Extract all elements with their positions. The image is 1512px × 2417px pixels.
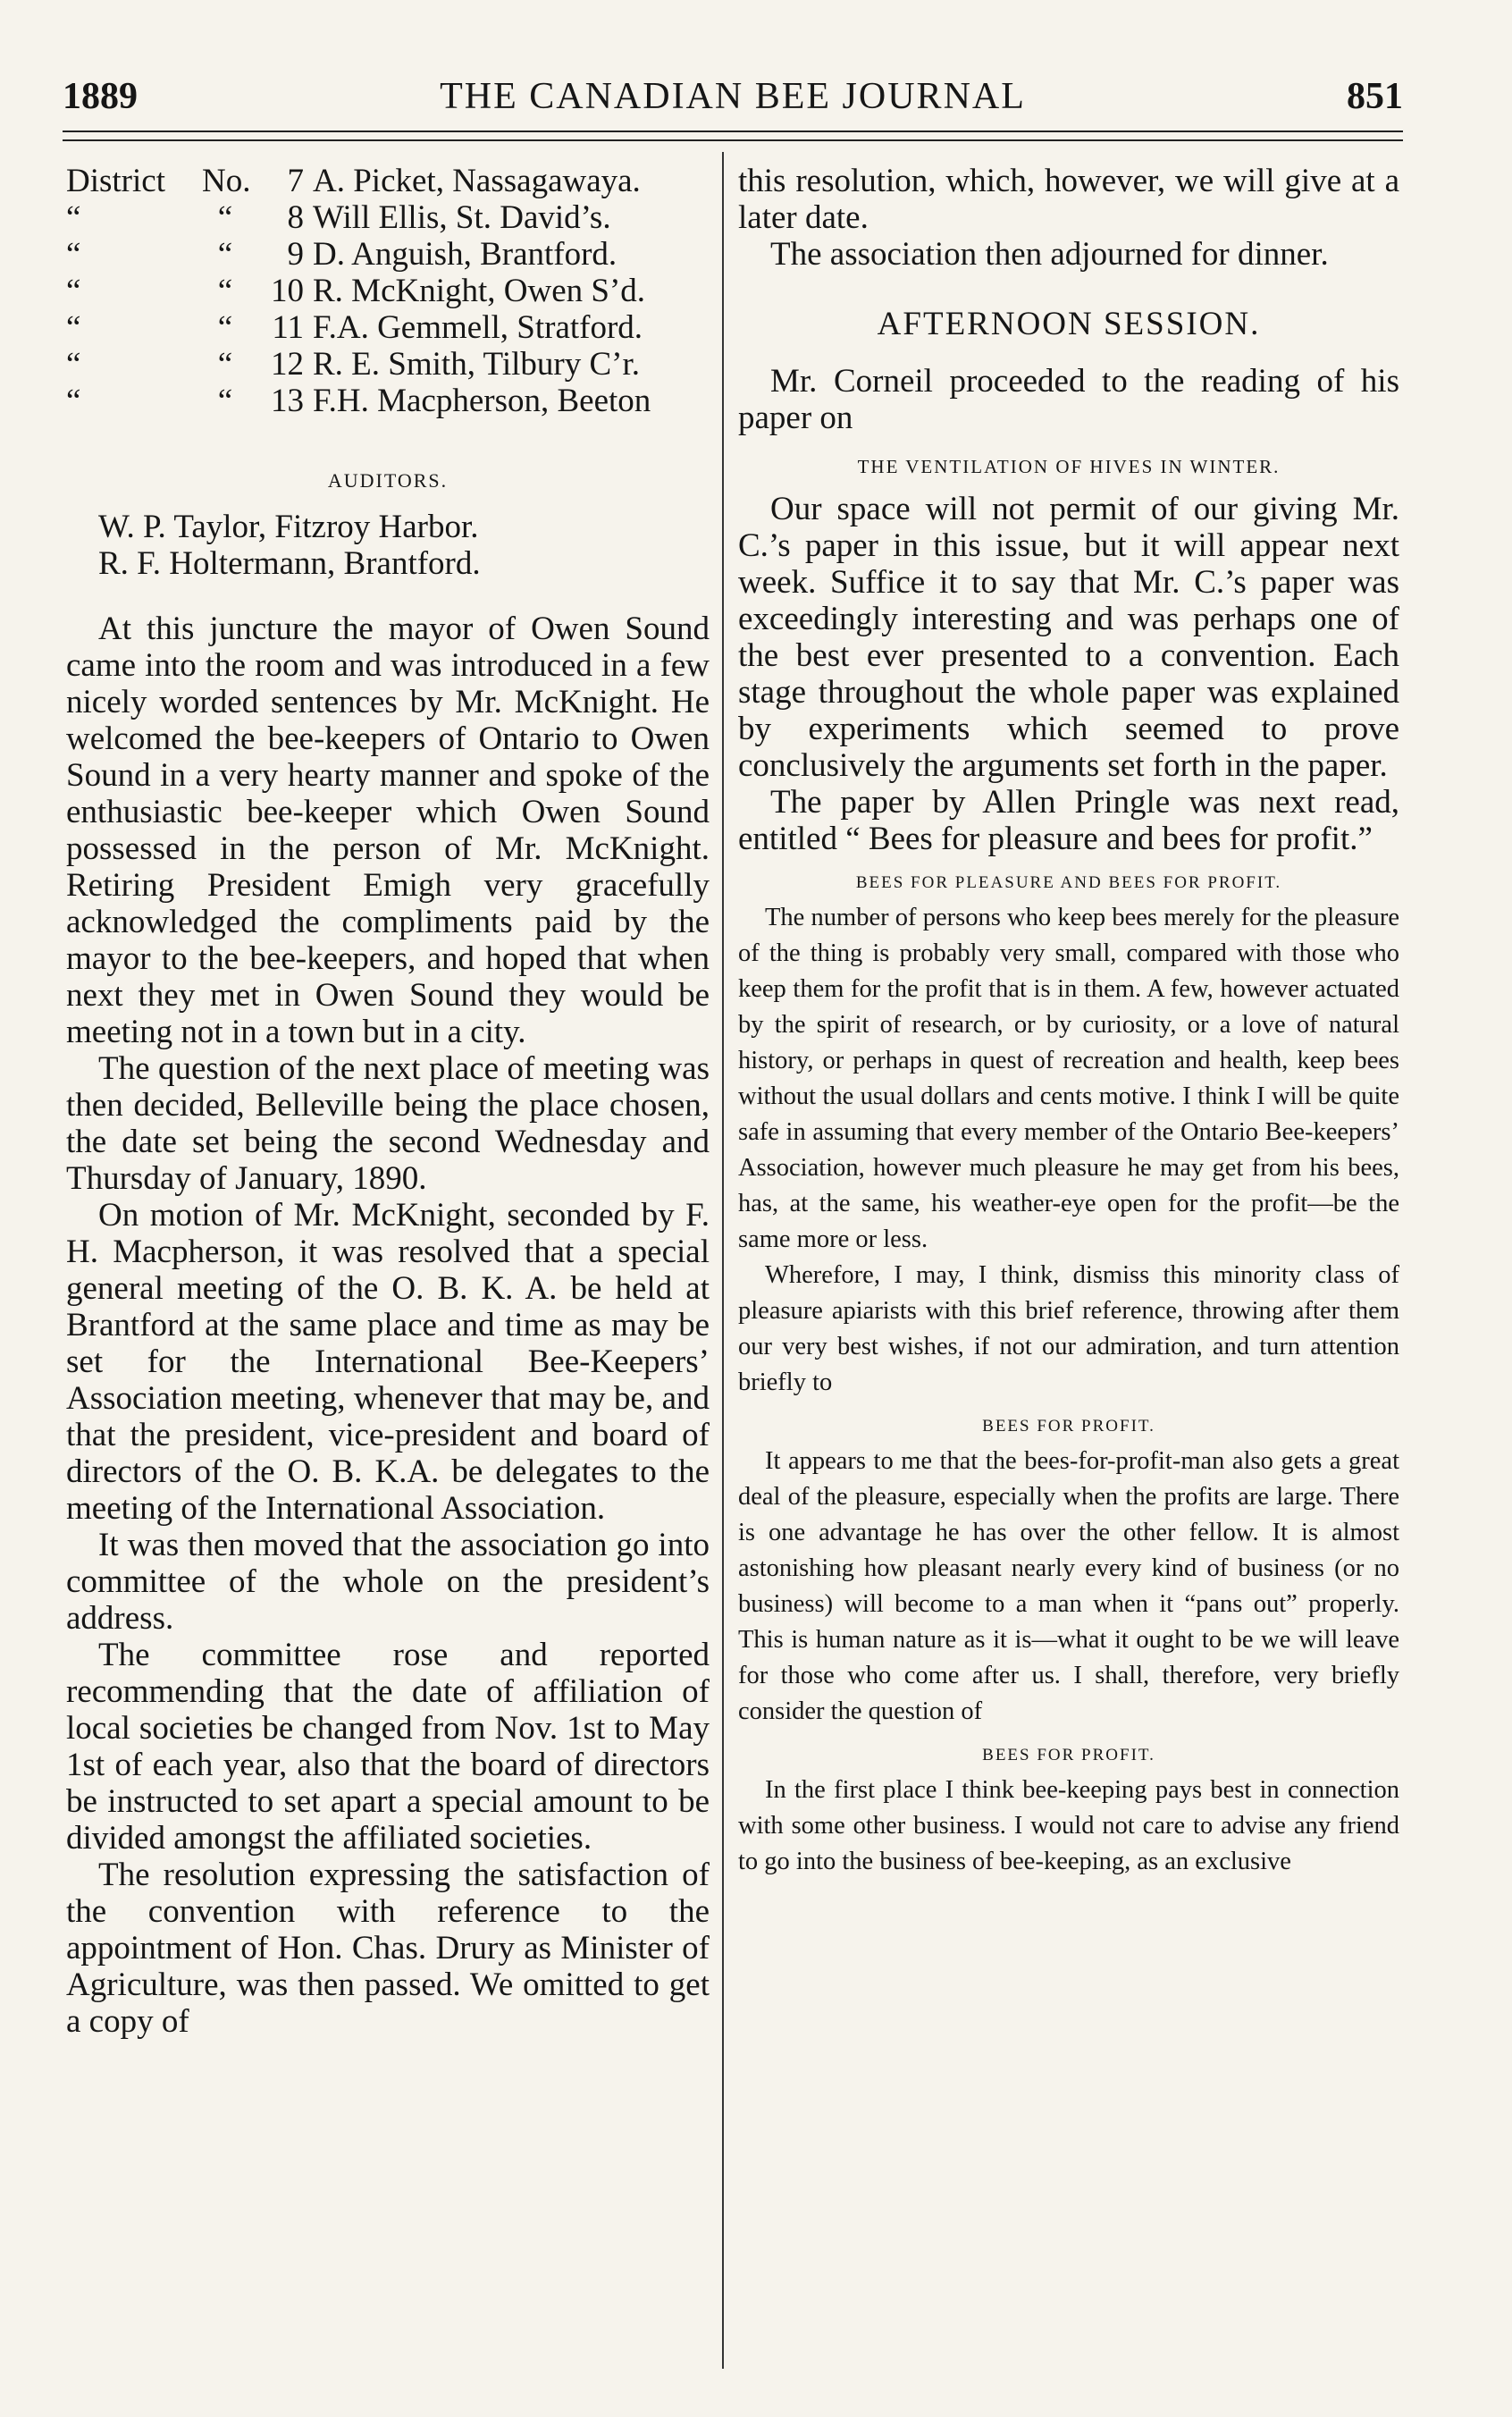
district-director: A. Picket, Nassagawaya.	[313, 163, 641, 199]
district-row	[66, 346, 710, 383]
district-number: 10	[271, 273, 304, 309]
district-label: “	[66, 236, 81, 273]
district-number: 9	[287, 236, 304, 273]
district-no: “	[217, 309, 233, 346]
district-director: R. McKnight, Owen S’d.	[313, 273, 646, 309]
district-row	[66, 236, 710, 273]
district-director: F.A. Gemmell, Stratford.	[313, 309, 643, 346]
district-label: “	[66, 309, 81, 346]
right-intro-text	[738, 163, 1399, 273]
district-label: District	[66, 163, 165, 199]
column-divider	[722, 152, 724, 2369]
left-column	[66, 163, 710, 2040]
header-rule-top	[63, 131, 1403, 132]
header-rule-bottom	[63, 139, 1403, 141]
district-list	[66, 163, 710, 419]
district-director: D. Anguish, Brantford.	[313, 236, 617, 273]
paragraph: On motion of Mr. McKnight, seconded by F. H. Macpherson, it was resolved that a special general meeting of the O. B. K. A. be held at Brantford at the same place and time as may be set for the International Bee-Keepers’ Association meeting, whenever that may be, and that the president, vice-president and board of directors of the O. B. K.A. be delegates to the meeting of the International Association.	[66, 1197, 710, 1527]
profit-heading: BEES FOR PROFIT.	[982, 1417, 1155, 1436]
ventilation-heading: THE VENTILATION OF HIVES IN WINTER.	[857, 456, 1281, 477]
paragraph: The question of the next place of meeting was then decided, Belleville being the place chosen, the date set being the second Wednesday and Thursday of January, 1890.	[66, 1050, 710, 1197]
district-no: “	[217, 346, 233, 383]
auditor-entry: W. P. Taylor, Fitzroy Harbor.	[98, 509, 479, 545]
district-row	[66, 273, 710, 309]
district-number: 13	[271, 383, 304, 419]
district-no: No.	[202, 163, 251, 199]
afternoon-session-heading: AFTERNOON SESSION.	[877, 306, 1261, 342]
paragraph: The number of persons who keep bees merely for the pleasure of the thing is probably very small, compared with those who keep them for the profit that is in them. A few, however actuated by the spirit of research, or by curiosity, or a love of natural history, or perhaps in quest of recreation and health, keep bees without the usual dollars and cents motive. I think I will be quite safe in assuming that every member of the Ontario Bee-keepers’ Association, however much pleasure he may get from his bees, has, at the same, his weather-eye open for the profit—be the same more or less.	[738, 904, 1399, 1253]
district-director: F.H. Macpherson, Beeton	[313, 383, 651, 419]
paragraph: The association then adjourned for dinner.	[770, 236, 1329, 273]
district-director: Will Ellis, St. David’s.	[313, 199, 611, 236]
district-director: R. E. Smith, Tilbury C’r.	[313, 346, 640, 383]
paragraph: The committee rose and reported recommending that the date of affiliation of local societies be changed from Nov. 1st to May 1st of each year, also that the board of directors be instructed to set apart a special amount to be divided amongst the affiliated societies.	[66, 1637, 710, 1857]
paragraph: Mr. Corneil proceeded to the reading of his paper on	[738, 363, 1399, 436]
paragraph: At this juncture the mayor of Owen Sound came into the room and was introduced in a few nicely worded sentences by Mr. McKnight. He welcomed the bee-keepers of Ontario to Owen Sound in a very hearty manner and spoke of the enthusiastic bee-keeper which Owen Sound possessed in the person of Mr. McKnight. Retiring President Emigh very gracefully acknowledged the compliments paid by the mayor to the bee-keepers, and hoped that when next they met in Owen Sound they would be meeting not in a town but in a city.	[66, 611, 710, 1050]
district-no: “	[217, 273, 233, 309]
page-number: 851	[1347, 76, 1403, 117]
pleasure-profit-heading: BEES FOR PLEASURE AND BEES FOR PROFIT.	[855, 873, 1282, 892]
district-no: “	[217, 199, 233, 236]
district-number: 8	[287, 199, 304, 236]
left-body-text	[66, 611, 710, 2040]
district-label: “	[66, 273, 81, 309]
paragraph: this resolution, which, however, we will give at a later date.	[738, 163, 1399, 236]
district-number: 11	[272, 309, 304, 346]
paragraph: It was then moved that the association go into committee of the whole on the president’s address.	[66, 1527, 710, 1637]
district-row	[66, 383, 710, 419]
profit-text	[738, 1444, 1399, 1730]
district-row	[66, 309, 710, 346]
district-number: 7	[287, 163, 304, 199]
paragraph: In the first place I think bee-keeping pays best in connection with some other business. I would not care to advise any friend to go into the business of bee-keeping, as an exclusive	[738, 1776, 1399, 1875]
paragraph: It appears to me that the bees-for-profit-man also gets a great deal of the pleasure, especially when the profits are large. There is one advantage he has over the other fellow. It is almost astonishing how pleasant nearly every kind of business (or no business) will become to a man when it “pans out” properly. This is human nature as it is—what it ought to be we will leave for those who come after us. I shall, therefore, very briefly consider the question of	[738, 1447, 1399, 1725]
right-column	[738, 163, 1399, 1880]
district-row	[66, 199, 710, 236]
district-label: “	[66, 199, 81, 236]
paper-text	[738, 491, 1399, 857]
district-no: “	[217, 236, 233, 273]
session-text	[738, 363, 1399, 436]
paragraph: The resolution expressing the satisfaction of the convention with reference to the appointment of Hon. Chas. Drury as Minister of Agriculture, was then passed. We omitted to get a copy of	[66, 1857, 710, 2040]
auditors-heading: AUDITORS.	[327, 469, 449, 492]
profit-heading-second: BEES FOR PROFIT.	[982, 1746, 1155, 1764]
district-no: “	[217, 383, 233, 419]
district-label: “	[66, 383, 81, 419]
district-number: 12	[271, 346, 304, 383]
auditor-entry: R. F. Holtermann, Brantford.	[98, 545, 481, 582]
profit-text-second	[738, 1773, 1399, 1880]
paragraph: Our space will not permit of our giving Mr. C.’s paper in this issue, but it will appear next week. Suffice it to say that Mr. C.’s paper was exceedingly interesting and was perhaps one of the best ever presented to a convention. Each stage throughout the whole paper was explained by experiments which seemed to prove conclusively the arguments set forth in the paper.	[738, 491, 1399, 784]
journal-title: THE CANADIAN BEE JOURNAL	[440, 76, 1026, 117]
header-year: 1889	[63, 76, 138, 117]
paragraph: The paper by Allen Pringle was next read, entitled “ Bees for pleasure and bees for profit.”	[738, 784, 1399, 857]
district-row	[66, 163, 710, 199]
pringle-text	[738, 900, 1399, 1401]
paragraph: Wherefore, I may, I think, dismiss this minority class of pleasure apiarists with this brief reference, throwing after them our very best wishes, if not our admiration, and turn attention briefly to	[738, 1261, 1399, 1396]
district-label: “	[66, 346, 81, 383]
page-header	[63, 72, 1403, 125]
